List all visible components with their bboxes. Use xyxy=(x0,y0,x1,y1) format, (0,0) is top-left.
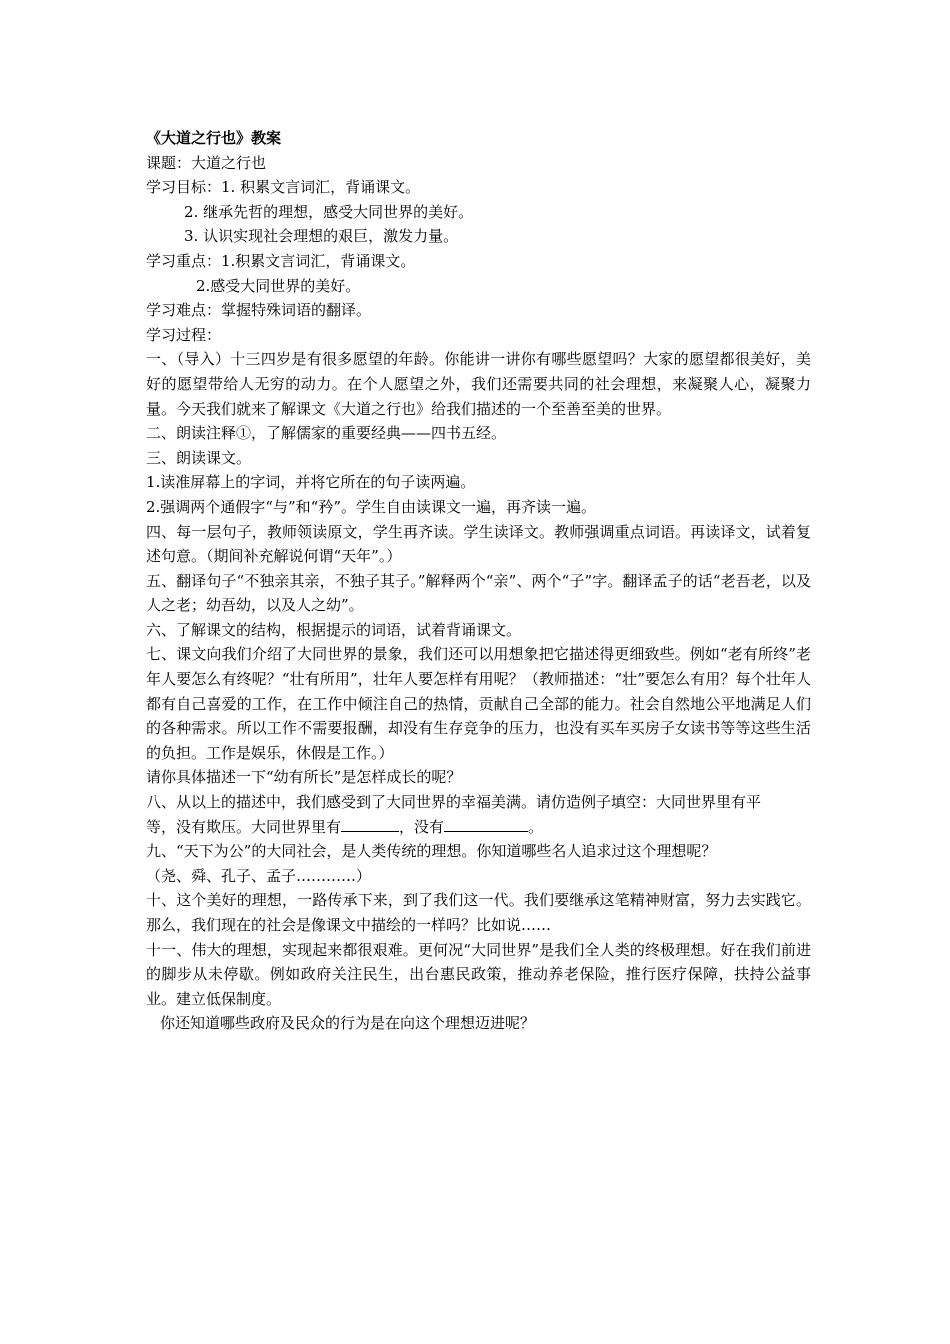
step-8-text-c: 。 xyxy=(528,817,544,836)
step-8-line-1: 八、从以上的描述中，我们感受到了大同世界的幸福美满。请仿造例子填空：大同世界里有平 xyxy=(146,793,762,812)
step-7: 七、课文向我们介绍了大同世界的景象，我们还可以用想象把它描述得更细致些。例如“老有所终”老年人要怎么有终呢？“壮有所用”，壮年人要怎样有用呢？（教师描述：“壮”要怎么有用？每个壮年人都有自己喜爱的工作，在工作中倾注自己的热情，贡献自己全部的能力。社会自然地公平地满足人们的各种需求。所以工作不需要报酬，却没有生存竞争的压力，也没有买车买房子女读书等等这些生活的负担。工作是娱乐，休假是工作。） xyxy=(146,645,811,762)
learning-process-label: 学习过程： xyxy=(146,325,222,344)
learning-goal-2: 2. 继承先哲的理想，感受大同世界的美好。 xyxy=(184,202,474,221)
step-11: 十一、伟大的理想，实现起来都很艰难。更何况“大同世界”是我们全人类的终极理想。好在我们前进的脚步从未停歇。例如政府关注民生，出台惠民政策，推动养老保险，推行医疗保障，扶持公益事业。建立低保制度。 xyxy=(146,940,811,1008)
lesson-plan-document xyxy=(146,126,811,1036)
step-8-text-b: ，没有 xyxy=(399,817,445,836)
learning-goal-3: 3. 认识实现社会理想的艰巨，激发力量。 xyxy=(184,227,459,246)
learning-difficulty: 学习难点：掌握特殊词语的翻译。 xyxy=(146,301,372,320)
step-3-item-2: 2.强调两个通假字“与”和“矜”。学生自由读课文一遍，再齐读一遍。 xyxy=(146,497,596,516)
learning-focus: 学习重点：1.积累文言词汇，背诵课文。 xyxy=(146,251,416,270)
step-7-question: 请你具体描述一下“幼有所长”是怎样成长的呢？ xyxy=(146,768,462,787)
step-3: 三、朗读课文。 xyxy=(146,448,252,467)
step-5: 五、翻译句子“不独亲其亲，不独子其子。”解释两个“亲”、两个“子”字。翻译孟子的话“老吾老，以及人之老；幼吾幼，以及人之幼”。 xyxy=(146,571,811,615)
document-title: 《大道之行也》教案 xyxy=(146,129,282,147)
step-8-text-a: 等，没有欺压。大同世界里有 xyxy=(146,817,342,836)
step-11-question: 你还知道哪些政府及民众的行为是在向这个理想迈进呢？ xyxy=(160,1014,536,1033)
step-1-intro: 一、（导入）十三四岁是有很多愿望的年龄。你能讲一讲你有哪些愿望吗？大家的愿望都很美好，美好的愿望带给人无穷的动力。在个人愿望之外，我们还需要共同的社会理想，来凝聚人心，凝聚力量。今天我们就来了解课文《大道之行也》给我们描述的一个至善至美的世界。 xyxy=(146,350,811,418)
step-6: 六、了解课文的结构，根据提示的词语，试着背诵课文。 xyxy=(146,620,522,639)
step-2: 二、朗读注释①，了解儒家的重要经典——四书五经。 xyxy=(146,424,507,443)
fill-blank-2[interactable] xyxy=(444,815,528,832)
fill-blank-1[interactable] xyxy=(341,815,399,832)
step-3-item-1: 1.读准屏幕上的字词，并将它所在的句子读两遍。 xyxy=(146,473,476,492)
step-9-note: （尧、舜、孔子、孟子…………） xyxy=(146,866,372,885)
learning-focus-2: 2.感受大同世界的美好。 xyxy=(196,276,361,295)
lesson-topic: 课题：大道之行也 xyxy=(146,153,267,172)
learning-goals: 学习目标：1. 积累文言词汇，背诵课文。 xyxy=(146,178,421,197)
step-4: 四、每一层句子，教师领读原文，学生再齐读。学生读译文。教师强调重点词语。再读译文，试着复述句意。（期间补充解说何谓“天年”。） xyxy=(146,522,811,566)
step-10: 十、这个美好的理想，一路传承下来，到了我们这一代。我们要继承这笔精神财富，努力去实践它。那么，我们现在的社会是像课文中描绘的一样吗？比如说…… xyxy=(146,891,811,934)
step-8-line-2 xyxy=(146,815,811,840)
step-9: 九、“天下为公”的大同社会，是人类传统的理想。你知道哪些名人追求过这个理想呢？ xyxy=(146,842,717,861)
